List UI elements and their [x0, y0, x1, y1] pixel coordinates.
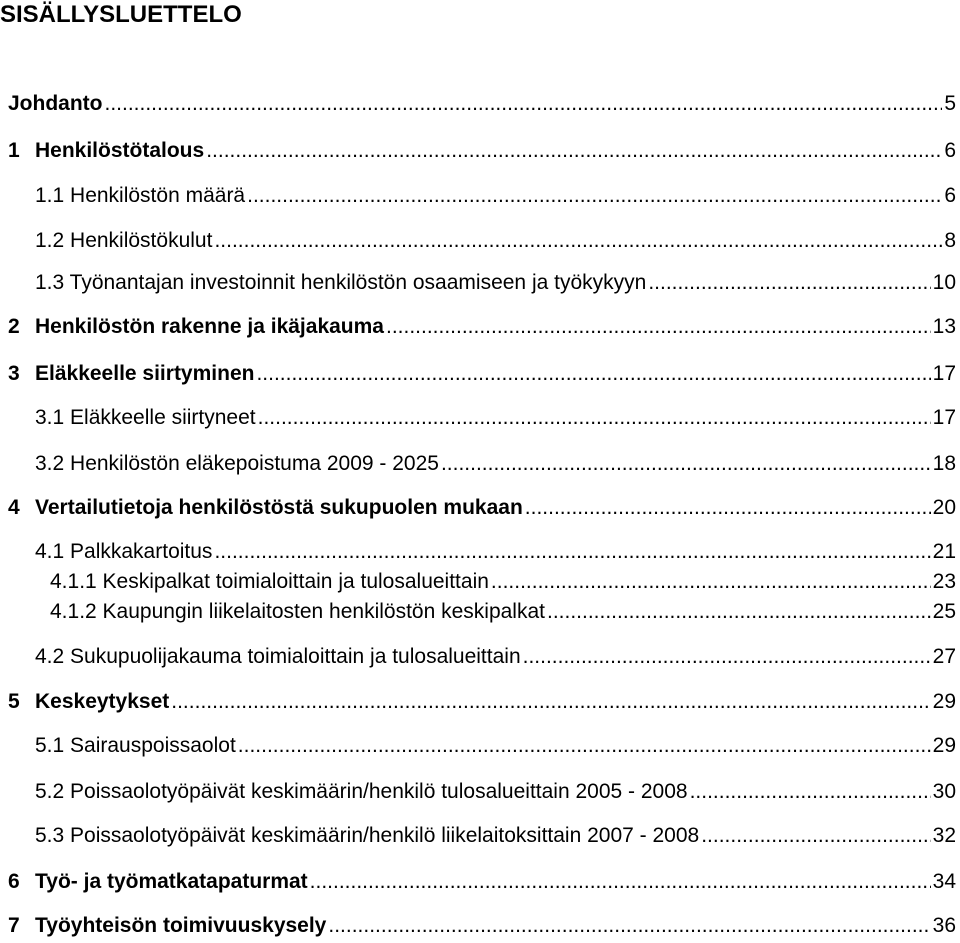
page-title: SISÄLLYSLUETTELO: [0, 1, 242, 28]
toc-page-number: 6: [944, 184, 956, 207]
toc-entry-text: Johdanto: [8, 92, 103, 115]
toc-page-number: 27: [932, 645, 956, 668]
toc-dot-leader: [258, 404, 931, 432]
toc-entry-number: 5: [8, 690, 20, 713]
toc-entry[interactable]: [35, 778, 956, 806]
toc-dot-leader: [547, 598, 931, 626]
toc-entry-text: 5.3 Poissaolotyöpäivät keskimäärin/henkilö liikelaitoksittain 2007 - 2008: [35, 824, 700, 847]
toc-entry-number: 1: [8, 139, 20, 162]
toc-page-number: 36: [932, 914, 956, 937]
toc-entry[interactable]: [35, 732, 956, 760]
toc-page-number: 18: [932, 452, 956, 475]
toc-entry-label: [35, 538, 212, 566]
toc-page-number: 10: [932, 271, 956, 294]
toc-entry[interactable]: [8, 360, 956, 388]
toc-entry[interactable]: [8, 868, 956, 896]
toc-page-number: 20: [932, 496, 956, 519]
toc-dot-leader: [328, 912, 930, 940]
toc-page-number: 17: [932, 406, 956, 429]
toc-entry-label: [35, 404, 256, 432]
toc-entry-label: [8, 90, 103, 118]
toc-entry-number: 7: [8, 914, 20, 937]
toc-entry-label: [8, 868, 308, 896]
toc-page-number: 34: [932, 870, 956, 893]
toc-page-number: 6: [944, 139, 956, 162]
toc-entry[interactable]: [35, 269, 956, 297]
toc-dot-leader: [701, 822, 930, 850]
toc-entry[interactable]: [8, 137, 956, 165]
toc-entry-text: 1.1 Henkilöstön määrä: [35, 184, 246, 207]
toc-entry[interactable]: [35, 404, 956, 432]
toc-page-number: 30: [932, 780, 956, 803]
toc-page-number: 5: [944, 92, 956, 115]
toc-dot-leader: [310, 868, 931, 896]
toc-dot-leader: [525, 494, 931, 522]
toc-entry[interactable]: [8, 494, 956, 522]
toc-entry-text: Työ- ja työmatkatapaturmat: [35, 870, 308, 893]
toc-entry[interactable]: [50, 568, 956, 596]
toc-page-number: 25: [932, 600, 956, 623]
toc-entry-label: [50, 598, 545, 626]
toc-entry-text: Vertailutietoja henkilöstöstä sukupuolen mukaan: [35, 496, 523, 519]
toc-entry-text: 3.2 Henkilöstön eläkepoistuma 2009 - 2025: [35, 452, 439, 475]
toc-page-number: 21: [932, 540, 956, 563]
toc-entry-text: Eläkkeelle siirtyminen: [35, 362, 255, 385]
toc-dot-leader: [214, 538, 930, 566]
toc-entry[interactable]: [8, 912, 956, 940]
toc-dot-leader: [105, 90, 943, 118]
toc-entry[interactable]: [35, 643, 956, 671]
toc-entry-text: 4.1 Palkkakartoitus: [35, 540, 213, 563]
toc-dot-leader: [523, 643, 931, 671]
toc-entry-text: 1.2 Henkilöstökulut: [35, 229, 213, 252]
toc-entry[interactable]: [8, 688, 956, 716]
toc-dot-leader: [214, 227, 942, 255]
toc-entry-text: Työyhteisön toimivuuskysely: [35, 914, 327, 937]
toc-entry-text: Henkilöstön rakenne ja ikäjakauma: [35, 315, 384, 338]
toc-page-number: 29: [932, 734, 956, 757]
toc-entry[interactable]: [50, 598, 956, 626]
toc-entry-label: [50, 568, 489, 596]
toc-entry-number: 4: [8, 496, 20, 519]
toc-entry[interactable]: [8, 313, 956, 341]
toc-entry-label: [35, 227, 212, 255]
toc-entry-text: 1.3 Työnantajan investoinnit henkilöstön osaamiseen ja työkykyyn: [35, 271, 647, 294]
toc-page-number: 32: [932, 824, 956, 847]
toc-entry-label: [8, 313, 384, 341]
toc-dot-leader: [386, 313, 931, 341]
toc-entry-label: [35, 732, 236, 760]
toc-page-number: 13: [932, 315, 956, 338]
toc-dot-leader: [690, 778, 931, 806]
toc-entry-label: [35, 450, 439, 478]
toc-entry-label: [8, 688, 169, 716]
toc-entry-text: Keskeytykset: [35, 690, 170, 713]
toc-entry-label: [8, 360, 254, 388]
toc-entry[interactable]: [35, 227, 956, 255]
toc-entry-text: Henkilöstötalous: [35, 139, 205, 162]
toc-entry-label: [35, 778, 688, 806]
toc-entry-number: 2: [8, 315, 20, 338]
toc-entry-label: [8, 137, 204, 165]
toc-dot-leader: [491, 568, 931, 596]
toc-entry-label: [8, 912, 326, 940]
toc-entry-number: 6: [8, 870, 20, 893]
toc-entry[interactable]: [35, 450, 956, 478]
toc-entry-text: 5.2 Poissaolotyöpäivät keskimäärin/henkilö tulosalueittain 2005 - 2008: [35, 780, 688, 803]
toc-dot-leader: [238, 732, 931, 760]
toc-entry-label: [35, 269, 646, 297]
toc-dot-leader: [171, 688, 930, 716]
toc-entry-label: [35, 643, 521, 671]
toc-page-number: 8: [944, 229, 956, 252]
toc-entry[interactable]: [35, 538, 956, 566]
toc-entry-text: 4.2 Sukupuolijakauma toimialoittain ja tulosalueittain: [35, 645, 521, 668]
toc-entry-label: [35, 182, 245, 210]
toc-entry-text: 3.1 Eläkkeelle siirtyneet: [35, 406, 256, 429]
toc-dot-leader: [247, 182, 942, 210]
toc-entry-label: [8, 494, 523, 522]
toc-entry-text: 4.1.2 Kaupungin liikelaitosten henkilöstön keskipalkat: [50, 600, 545, 623]
toc-entry[interactable]: [35, 182, 956, 210]
toc-dot-leader: [206, 137, 942, 165]
toc-entry-text: 4.1.1 Keskipalkat toimialoittain ja tulosalueittain: [50, 570, 489, 593]
toc-page-number: 29: [932, 690, 956, 713]
toc-entry[interactable]: [35, 822, 956, 850]
toc-entry[interactable]: [8, 90, 956, 118]
toc-page-number: 17: [932, 362, 956, 385]
toc-entry-text: 5.1 Sairauspoissaolot: [35, 734, 236, 757]
toc-page-number: 23: [932, 570, 956, 593]
toc-dot-leader: [648, 269, 930, 297]
toc-dot-leader: [256, 360, 930, 388]
toc-dot-leader: [441, 450, 931, 478]
toc-entry-number: 3: [8, 362, 20, 385]
toc-entry-label: [35, 822, 699, 850]
